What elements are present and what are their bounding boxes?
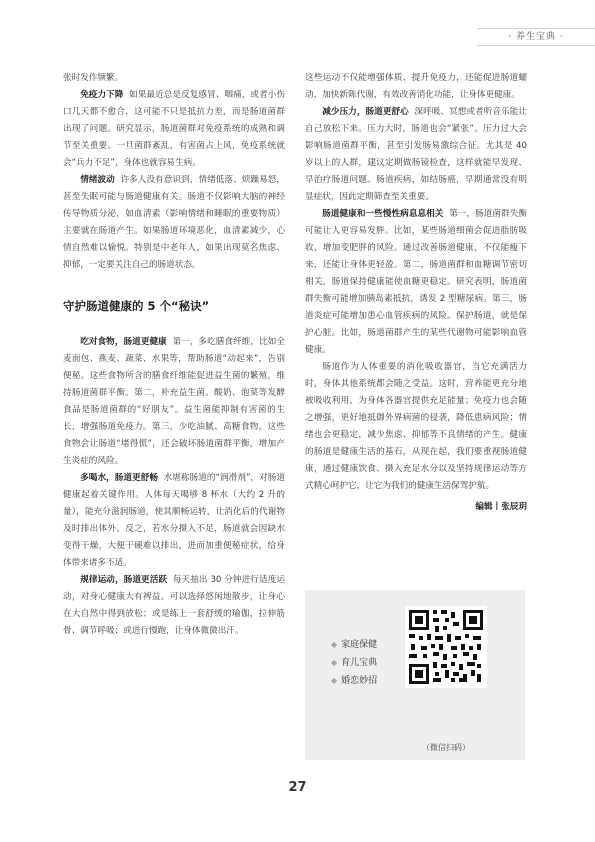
paragraph-summary: 肠道作为人体重要的消化吸收器官，当它充满活力时，身体其他系统都会随之受益。这时，营养能更充分地被吸收利用，为身体各器官提供充足能量；免疫力也会随之增强，更好地抵御外界病菌的侵袭，降低患病风险；情绪也会更稳定，减少焦虑、抑郁等不良情绪的产生。健康的肠道是健康生活的基石，从现在起，我们要重视肠道健康，通过健康饮食、摄入充足水分以及坚持规律运动等方式精心呵护它，让它为我们的健康生活保驾护航。	[305, 362, 527, 491]
promo-list	[331, 636, 377, 690]
qr-code-graphic	[407, 608, 485, 686]
wechat-promo-box	[305, 590, 525, 760]
paragraph-stress-text: 深呼吸、冥想或者听音乐能让自己放松下来。压力大时，肠道也会“紧张”。压力过大会影响肠道菌群平衡，甚至引发肠易激综合征。尤其是 40 岁以上的人群，建议定期做肠镜检查，这样就能早发现、早治疗肠道问题。肠道疾病，如结肠癌，早期通常没有明显症状，因此定期筛查至关重要。	[305, 107, 527, 202]
qr-code-icon[interactable]	[405, 606, 487, 688]
paragraph-exercise	[63, 572, 285, 640]
section-title: 守护肠道健康的 5 个“秘诀”	[63, 299, 210, 313]
qr-caption: （微信扫码）	[422, 743, 470, 752]
keyword-chronic: 肠道健康和一些慢性病息息相关	[322, 209, 444, 219]
paragraph-mood-text: 许多人没有意识到，情绪低落、烦躁易怒，甚至失眠可能与肠道健康有关。肠道不仅影响大脑的神经传导物质分泌，如血清素（影响情绪和睡眠的重要物质）主要就在肠道产生。如果肠道环境恶化，血清素减少，心情自然难以愉悦。特别是中老年人，如果出现莫名焦虑、抑郁，一定要关注自己的肠道状态。	[63, 175, 285, 270]
left-column	[63, 70, 285, 640]
paragraph-mood	[63, 172, 285, 274]
paragraph-water-text: 水堪称肠道的“润滑剂”，对肠道健康起着关键作用。人体每天喝够 8 杯水（大约 2 升的量），能充分滋润肠道，使其顺畅运转，让消化后的代谢物及时排出体外。反之，若水分摄入不足，肠道就会因缺水变得干燥，大便干硬难以排出，进而加重便秘症状，给身体带来诸多不适。	[63, 473, 285, 568]
paragraph-diet-text: 第一，多吃膳食纤维，比如全麦面包、燕麦、蔬菜、水果等，帮助肠道“动起来”，告别便秘。这些食物所含的膳食纤维能促进益生菌的繁殖，维持肠道菌群平衡。第二，补充益生菌。酸奶、泡菜等发酵食品是肠道菌群的“好朋友”。益生菌能抑制有害菌的生长，增强肠道免疫力。第三，少吃油腻、高糖食物。这些食物会让肠道“堵得慌”，还会破坏肠道菌群平衡，增加产生炎症的风险。	[63, 337, 285, 466]
paragraph-immunity	[63, 87, 285, 172]
section-header: · 养生宝典 ·	[477, 28, 595, 46]
paragraph-immunity-text: 如果最近总是反复感冒、咽痛，或者小伤口几天都不愈合，这可能不只是抵抗力差，而是肠道菌群出现了问题。研究显示，肠道菌群对免疫系统的成熟和调节至关重要。一旦菌群紊乱，有害菌占上风，免疫系统就会“兵力不足”，身体也就容易生病。	[63, 90, 285, 168]
keyword-stress: 减少压力，肠道更舒心	[322, 107, 409, 117]
keyword-mood: 情绪波动	[80, 175, 115, 185]
paragraph-exercise-text: 每天抽出 30 分钟进行适度运动，对身心健康大有裨益。可以选择悠闲地散步，让身心在大自然中得到放松；或是练上一套舒缓的瑜伽，拉伸筋骨、调节呼吸；或进行慢跑，让身体微微出汗。	[63, 575, 285, 636]
promo-item-label: 育儿宝典	[341, 658, 378, 668]
diamond-icon: ◆	[331, 676, 338, 685]
keyword-immunity: 免疫力下降	[80, 90, 124, 100]
paragraph-water	[63, 470, 285, 572]
promo-item-label: 婚恋妙招	[341, 676, 378, 686]
keyword-diet: 吃对食物，肠道更健康	[80, 337, 167, 347]
diamond-icon: ◆	[331, 658, 338, 667]
keyword-water: 多喝水，肠道更舒畅	[80, 473, 159, 483]
paragraph-chronic-text: 第一，肠道菌群失衡可能让人更容易发胖。比如，某些肠道细菌会促进脂肪吸收，增加变肥胖的风险。通过改善肠道健康，不仅能瘦下来，还能让身体更轻盈。第二，肠道菌群和血糖调节密切相关，肠道保持健康能使血糖更稳定。研究表明，肠道菌群失衡可能增加胰岛素抵抗，诱发 2 型糖尿病。第三，肠道炎症可能增加患心血管疾病的风险。保护肠道，就是保护心脏。比如，肠道菌群产生的某些代谢物可能影响血管健康。	[305, 209, 527, 355]
right-column	[305, 70, 527, 516]
promo-item-label: 家庭保健	[341, 640, 378, 650]
paragraph-chronic	[305, 206, 527, 359]
paragraph-continuation: 张时发作频繁。	[63, 73, 124, 83]
paragraph-continuation-right: 这些运动不仅能增强体质、提升免疫力，还能促进肠道蠕动，加快新陈代谢，有效改善消化功能，让身体更健康。	[305, 73, 527, 100]
promo-item	[331, 654, 377, 672]
promo-item	[331, 636, 377, 654]
paragraph-stress	[305, 104, 527, 206]
page-number: 27	[288, 780, 307, 795]
paragraph-diet	[63, 334, 285, 470]
promo-item	[331, 672, 377, 690]
editor-credit: 编辑丨张辰玥	[475, 502, 527, 512]
diamond-icon: ◆	[331, 640, 338, 649]
keyword-exercise: 规律运动，肠道更活跃	[80, 575, 168, 585]
